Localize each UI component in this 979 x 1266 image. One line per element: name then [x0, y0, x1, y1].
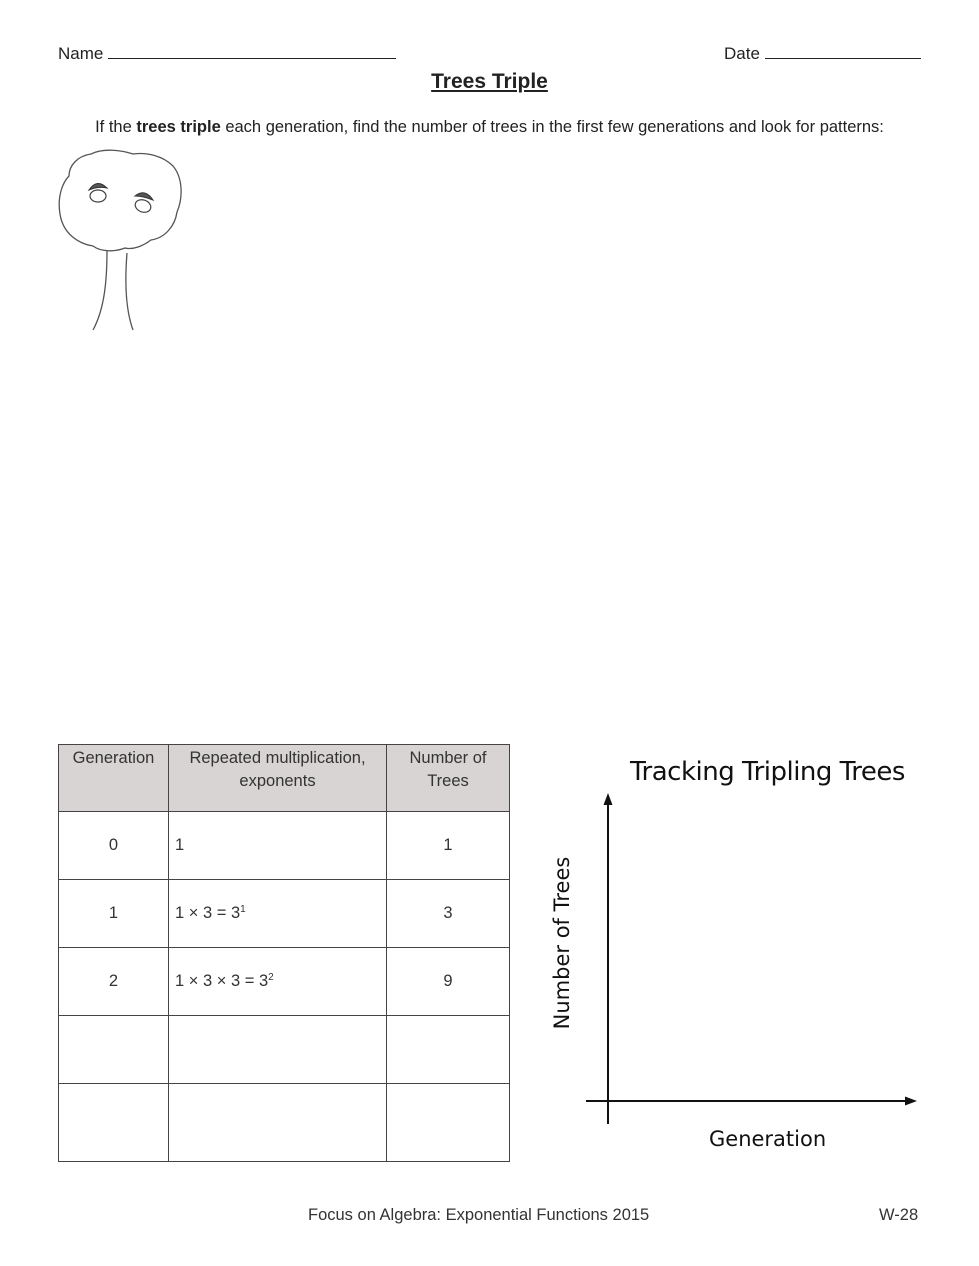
header-repeated-multiplication-label: Repeated multiplication, exponents	[189, 749, 366, 790]
tree-sketch-icon	[55, 148, 187, 334]
acorn-icon-left	[89, 183, 107, 202]
generation-cell: 0	[59, 812, 169, 880]
expression-cell	[169, 948, 387, 1016]
expression-exponent: 2	[268, 972, 274, 983]
acorn-icon-right	[133, 193, 153, 215]
header-generation: Generation	[59, 745, 169, 812]
header-number-of-trees-label: Number of Trees	[409, 749, 487, 790]
x-axis-arrow-icon	[905, 1097, 917, 1106]
trees-cell[interactable]	[387, 1084, 510, 1162]
generation-cell[interactable]	[59, 1084, 169, 1162]
x-axis-label: Generation	[709, 1127, 827, 1151]
expression-text: 1 × 3 × 3 = 3	[175, 972, 269, 990]
date-label: Date	[724, 44, 760, 63]
name-line[interactable]	[108, 42, 396, 59]
footer-text: Focus on Algebra: Exponential Functions 2015	[308, 1206, 650, 1224]
date-line[interactable]	[765, 42, 921, 59]
table-header-row	[59, 745, 510, 812]
trees-cell: 1	[387, 812, 510, 880]
chart-axes[interactable]	[580, 790, 925, 1130]
date-field[interactable]	[724, 42, 921, 64]
generation-cell: 2	[59, 948, 169, 1016]
expression-text: 1 × 3 = 3	[175, 904, 241, 922]
expression-cell[interactable]	[169, 1016, 387, 1084]
trees-cell: 9	[387, 948, 510, 1016]
table-row[interactable]	[59, 1016, 510, 1084]
page-title: Trees Triple	[431, 70, 548, 93]
instruction-text	[0, 118, 979, 137]
chart-title: Tracking Tripling Trees	[630, 757, 905, 787]
table-row	[59, 948, 510, 1016]
table-row	[59, 812, 510, 880]
generation-cell[interactable]	[59, 1016, 169, 1084]
generation-table	[58, 744, 510, 1162]
expression-text: 1	[175, 836, 185, 854]
name-field[interactable]	[58, 42, 396, 64]
instruction-bold: trees triple	[136, 118, 221, 136]
trees-cell: 3	[387, 880, 510, 948]
instruction-suffix: each generation, find the number of trees in the first few generations and look for patterns:	[220, 118, 884, 136]
expression-exponent: 1	[240, 904, 246, 915]
trees-cell[interactable]	[387, 1016, 510, 1084]
instruction-prefix: If the	[95, 118, 137, 136]
y-axis-label: Number of Trees	[550, 856, 574, 1030]
expression-cell[interactable]	[169, 1084, 387, 1162]
table-row[interactable]	[59, 1084, 510, 1162]
page-number: W-28	[879, 1206, 919, 1224]
generation-cell: 1	[59, 880, 169, 948]
y-axis-arrow-icon	[604, 793, 613, 805]
header-number-of-trees	[387, 745, 510, 812]
name-label: Name	[58, 44, 104, 63]
header-repeated-multiplication	[169, 745, 387, 812]
expression-cell	[169, 812, 387, 880]
expression-cell	[169, 880, 387, 948]
table-row	[59, 880, 510, 948]
